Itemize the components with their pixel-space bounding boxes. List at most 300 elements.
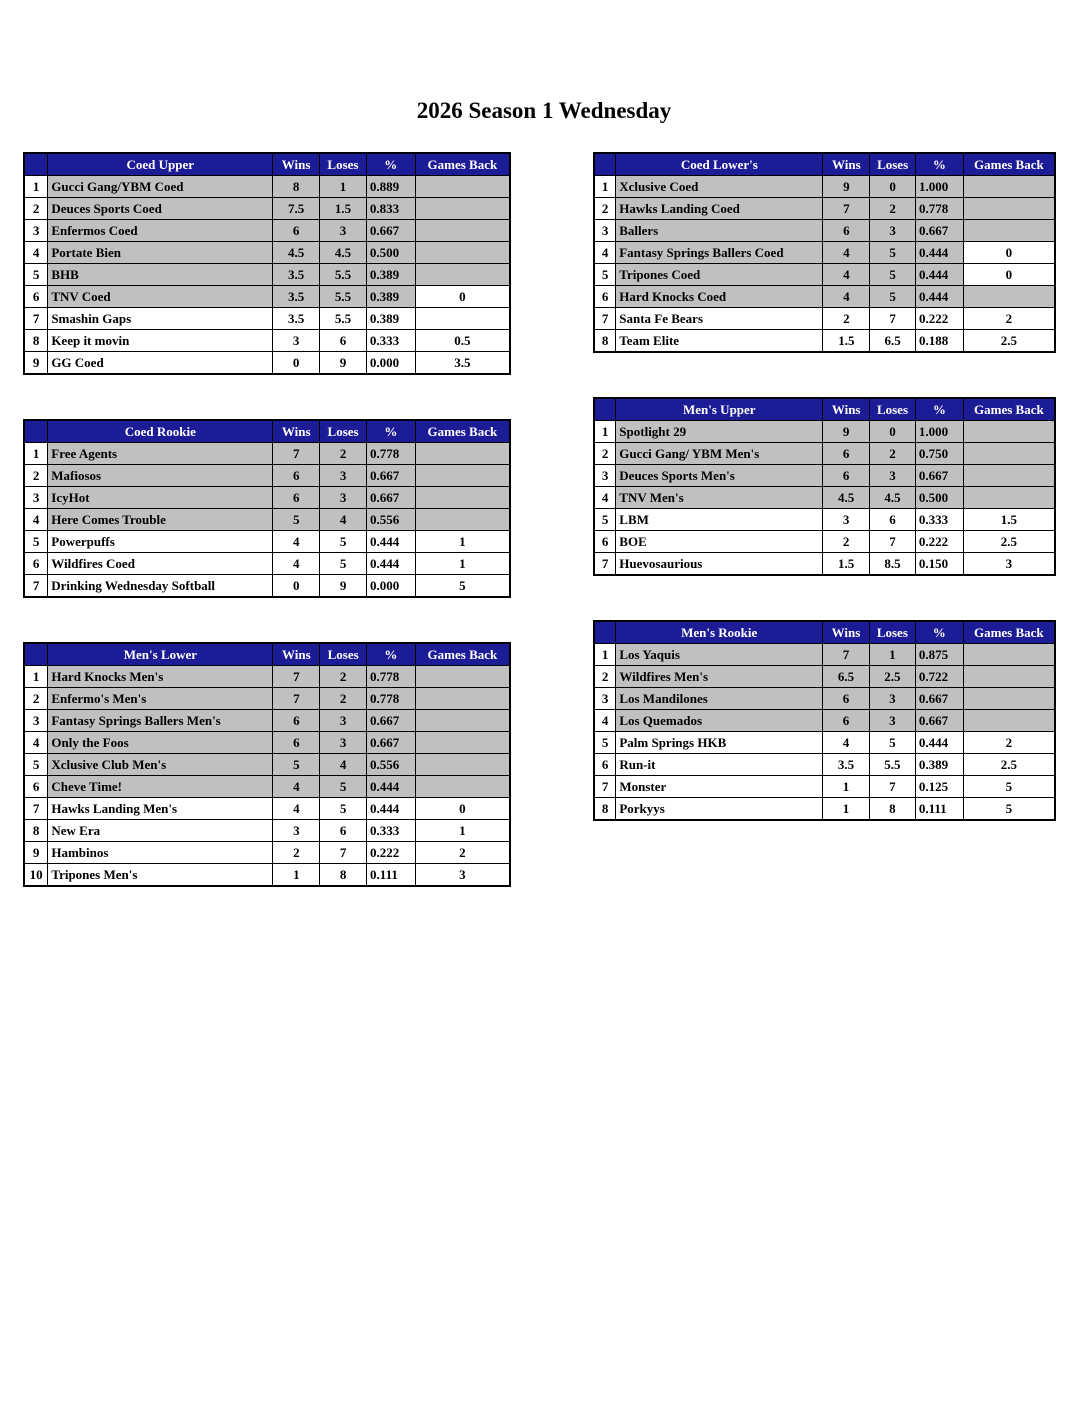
games-back-cell: 1.5 [963, 509, 1055, 531]
pct-cell: 0.833 [366, 198, 415, 220]
header-row [24, 153, 510, 176]
standings-table-mens-lower [23, 642, 511, 887]
rank-cell: 8 [24, 820, 48, 842]
wins-cell: 7 [273, 443, 320, 465]
team-row [594, 732, 1055, 754]
pct-cell: 0.667 [916, 220, 964, 242]
games-back-header: Games Back [415, 643, 510, 666]
loses-cell: 7 [870, 531, 916, 553]
wins-cell: 6 [273, 487, 320, 509]
rank-cell: 8 [594, 798, 616, 821]
loses-cell: 3 [320, 487, 367, 509]
loses-cell: 3 [870, 220, 916, 242]
team-name-cell: Only the Foos [48, 732, 273, 754]
games-back-cell: 2.5 [963, 531, 1055, 553]
games-back-cell [963, 644, 1055, 666]
loses-cell: 5 [320, 553, 367, 575]
rank-cell: 1 [594, 421, 616, 443]
rank-cell: 7 [594, 308, 616, 330]
games-back-header: Games Back [963, 398, 1055, 421]
team-row [24, 710, 510, 732]
team-name-cell: Team Elite [616, 330, 823, 353]
team-row [24, 220, 510, 242]
tables-layout [0, 152, 1088, 931]
wins-cell: 3 [823, 509, 870, 531]
rank-header [594, 153, 616, 176]
loses-cell: 2 [320, 688, 367, 710]
games-back-cell: 2 [415, 842, 510, 864]
pct-cell: 0.222 [915, 531, 963, 553]
pct-cell: 0.150 [915, 553, 963, 576]
games-back-cell: 3.5 [415, 352, 510, 375]
pct-cell: 0.667 [915, 710, 963, 732]
wins-cell: 1.5 [823, 330, 870, 353]
team-name-cell: Run-it [616, 754, 823, 776]
rank-cell: 3 [24, 487, 48, 509]
header-row [24, 643, 510, 666]
games-back-cell: 5 [963, 776, 1055, 798]
loses-cell: 5 [870, 286, 916, 308]
pct-cell: 0.444 [915, 732, 963, 754]
loses-cell: 3 [869, 688, 915, 710]
standings-table-coed-upper [23, 152, 511, 375]
wins-cell: 6.5 [823, 666, 870, 688]
wins-cell: 3 [273, 820, 320, 842]
loses-header: Loses [320, 153, 367, 176]
wins-cell: 2 [823, 531, 870, 553]
team-name-cell: Palm Springs HKB [616, 732, 823, 754]
pct-header: % [915, 621, 963, 644]
loses-cell: 3 [869, 710, 915, 732]
wins-cell: 7 [273, 688, 320, 710]
pct-cell: 0.556 [366, 509, 415, 531]
rank-cell: 10 [24, 864, 48, 887]
pct-header: % [367, 643, 416, 666]
rank-cell: 8 [24, 330, 48, 352]
team-row [594, 710, 1055, 732]
team-name-cell: IcyHot [48, 487, 273, 509]
wins-cell: 3.5 [273, 286, 320, 308]
rank-cell: 4 [24, 732, 48, 754]
wins-cell: 1 [823, 776, 870, 798]
rank-cell: 6 [594, 754, 616, 776]
wins-cell: 6 [273, 710, 320, 732]
loses-cell: 3 [320, 732, 367, 754]
team-row [24, 198, 510, 220]
pct-cell: 0.222 [916, 308, 964, 330]
header-row [594, 398, 1055, 421]
team-name-cell: TNV Coed [48, 286, 273, 308]
loses-cell: 4 [320, 754, 367, 776]
header-row [24, 420, 510, 443]
rank-cell: 9 [24, 842, 48, 864]
team-name-cell: Porkyys [616, 798, 823, 821]
pct-cell: 0.333 [366, 330, 415, 352]
loses-cell: 9 [320, 575, 367, 598]
team-name-cell: Keep it movin [48, 330, 273, 352]
pct-cell: 0.111 [915, 798, 963, 821]
games-back-cell [415, 754, 510, 776]
pct-cell: 0.667 [915, 465, 963, 487]
wins-cell: 3.5 [823, 754, 870, 776]
team-row [594, 465, 1055, 487]
rank-header [24, 153, 48, 176]
team-name-cell: Hambinos [48, 842, 273, 864]
standings-table-coed-rookie [23, 419, 511, 598]
wins-header: Wins [273, 420, 320, 443]
team-name-cell: Fantasy Springs Ballers Men's [48, 710, 273, 732]
rank-cell: 7 [24, 308, 48, 330]
pct-cell: 0.389 [366, 264, 415, 286]
games-back-cell [415, 242, 510, 264]
loses-header: Loses [320, 643, 367, 666]
games-back-header: Games Back [963, 153, 1055, 176]
loses-cell: 2 [320, 443, 367, 465]
pct-cell: 0.500 [915, 487, 963, 509]
team-name-cell: Gucci Gang/YBM Coed [48, 176, 273, 198]
games-back-cell: 2 [963, 732, 1055, 754]
loses-cell: 9 [320, 352, 367, 375]
games-back-cell [415, 176, 510, 198]
loses-cell: 4 [320, 509, 367, 531]
team-name-cell: New Era [48, 820, 273, 842]
team-name-cell: Fantasy Springs Ballers Coed [616, 242, 823, 264]
pct-cell: 0.667 [367, 710, 416, 732]
team-name-cell: Deuces Sports Coed [48, 198, 273, 220]
team-name-cell: Hawks Landing Coed [616, 198, 823, 220]
loses-cell: 4.5 [320, 242, 367, 264]
pct-cell: 0.556 [367, 754, 416, 776]
standings-table-coed-lowers [593, 152, 1056, 353]
loses-cell: 0 [870, 176, 916, 198]
wins-cell: 0 [273, 352, 320, 375]
team-name-cell: Gucci Gang/ YBM Men's [616, 443, 823, 465]
loses-cell: 7 [320, 842, 367, 864]
rank-cell: 3 [24, 710, 48, 732]
pct-cell: 0.222 [367, 842, 416, 864]
wins-header: Wins [823, 153, 870, 176]
team-row [594, 754, 1055, 776]
team-row [594, 220, 1055, 242]
team-row [594, 487, 1055, 509]
pct-cell: 0.389 [366, 308, 415, 330]
wins-cell: 4 [273, 798, 320, 820]
wins-cell: 2 [273, 842, 320, 864]
games-back-cell [963, 198, 1055, 220]
team-name-cell: Wildfires Men's [616, 666, 823, 688]
team-row [594, 443, 1055, 465]
wins-cell: 7 [823, 198, 870, 220]
games-back-cell [963, 286, 1055, 308]
pct-cell: 0.722 [915, 666, 963, 688]
team-row [24, 352, 510, 375]
wins-header: Wins [823, 621, 870, 644]
pct-header: % [916, 153, 964, 176]
games-back-cell [415, 487, 510, 509]
rank-cell: 4 [594, 710, 616, 732]
wins-cell: 4 [273, 553, 320, 575]
pct-cell: 0.444 [916, 264, 964, 286]
games-back-cell: 5 [415, 575, 510, 598]
team-name-cell: GG Coed [48, 352, 273, 375]
pct-cell: 0.667 [915, 688, 963, 710]
games-back-cell [963, 710, 1055, 732]
team-row [24, 286, 510, 308]
team-row [24, 443, 510, 465]
left-column [23, 152, 511, 931]
games-back-cell [415, 443, 510, 465]
rank-cell: 2 [594, 443, 616, 465]
games-back-cell: 0 [963, 242, 1055, 264]
games-back-cell: 0.5 [415, 330, 510, 352]
games-back-cell: 1 [415, 531, 510, 553]
pct-header: % [915, 398, 963, 421]
team-row [24, 798, 510, 820]
wins-cell: 4 [823, 264, 870, 286]
pct-cell: 0.444 [367, 798, 416, 820]
team-row [24, 264, 510, 286]
loses-cell: 2 [320, 666, 367, 688]
rank-cell: 6 [24, 776, 48, 798]
team-row [594, 308, 1055, 330]
loses-cell: 5 [869, 732, 915, 754]
team-name-cell: Monster [616, 776, 823, 798]
rank-cell: 6 [24, 553, 48, 575]
wins-cell: 4 [823, 242, 870, 264]
team-name-cell: Tripones Men's [48, 864, 273, 887]
pct-cell: 0.444 [916, 286, 964, 308]
header-row [594, 621, 1055, 644]
rank-cell: 5 [594, 509, 616, 531]
wins-cell: 6 [273, 220, 320, 242]
team-name-cell: Santa Fe Bears [616, 308, 823, 330]
wins-cell: 7 [273, 666, 320, 688]
rank-cell: 2 [24, 198, 48, 220]
team-row [594, 242, 1055, 264]
rank-cell: 1 [24, 176, 48, 198]
pct-cell: 0.444 [367, 776, 416, 798]
games-back-cell: 3 [963, 553, 1055, 576]
page-title: 2026 Season 1 Wednesday [416, 98, 672, 123]
loses-cell: 5 [870, 242, 916, 264]
team-row [594, 264, 1055, 286]
rank-cell: 7 [594, 553, 616, 576]
pct-cell: 0.500 [366, 242, 415, 264]
games-back-cell [963, 421, 1055, 443]
loses-cell: 7 [870, 308, 916, 330]
loses-cell: 1 [869, 644, 915, 666]
team-name-cell: Powerpuffs [48, 531, 273, 553]
rank-header [594, 398, 616, 421]
team-name-cell: Enfermo's Men's [48, 688, 273, 710]
loses-header: Loses [870, 153, 916, 176]
rank-cell: 2 [24, 688, 48, 710]
loses-cell: 5.5 [320, 308, 367, 330]
team-name-cell: Wildfires Coed [48, 553, 273, 575]
wins-cell: 6 [823, 443, 870, 465]
wins-cell: 6 [823, 710, 870, 732]
wins-cell: 2 [823, 308, 870, 330]
team-row [24, 553, 510, 575]
pct-header: % [366, 153, 415, 176]
pct-cell: 0.778 [367, 666, 416, 688]
games-back-cell: 5 [963, 798, 1055, 821]
games-back-cell [415, 198, 510, 220]
pct-cell: 1.000 [916, 176, 964, 198]
rank-cell: 4 [24, 509, 48, 531]
team-name-cell: Xclusive Club Men's [48, 754, 273, 776]
pct-cell: 0.444 [366, 531, 415, 553]
team-row [594, 644, 1055, 666]
team-name-cell: Mafiosos [48, 465, 273, 487]
team-row [24, 864, 510, 887]
games-back-cell: 3 [415, 864, 510, 887]
team-name-cell: BHB [48, 264, 273, 286]
rank-cell: 3 [594, 465, 616, 487]
loses-cell: 2.5 [869, 666, 915, 688]
team-row [24, 242, 510, 264]
rank-cell: 5 [594, 732, 616, 754]
team-row [594, 421, 1055, 443]
table-title: Coed Upper [48, 153, 273, 176]
team-name-cell: Enfermos Coed [48, 220, 273, 242]
team-name-cell: Hard Knocks Men's [48, 666, 273, 688]
table-title: Men's Lower [48, 643, 273, 666]
wins-cell: 7 [823, 644, 870, 666]
loses-cell: 0 [870, 421, 916, 443]
rank-cell: 4 [594, 487, 616, 509]
loses-cell: 1.5 [320, 198, 367, 220]
wins-cell: 9 [823, 176, 870, 198]
wins-cell: 5 [273, 754, 320, 776]
team-row [24, 531, 510, 553]
team-row [24, 465, 510, 487]
rank-header [24, 420, 48, 443]
team-row [24, 509, 510, 531]
pct-cell: 0.875 [915, 644, 963, 666]
rank-cell: 1 [594, 644, 616, 666]
wins-cell: 1 [823, 798, 870, 821]
team-row [24, 820, 510, 842]
team-name-cell: Los Quemados [616, 710, 823, 732]
team-row [594, 176, 1055, 198]
loses-cell: 5 [320, 776, 367, 798]
rank-cell: 1 [24, 443, 48, 465]
wins-cell: 8 [273, 176, 320, 198]
team-name-cell: Portate Bien [48, 242, 273, 264]
team-row [24, 330, 510, 352]
pct-cell: 0.889 [366, 176, 415, 198]
pct-cell: 0.125 [915, 776, 963, 798]
pct-cell: 0.750 [915, 443, 963, 465]
pct-cell: 0.444 [916, 242, 964, 264]
loses-cell: 3 [320, 220, 367, 242]
wins-cell: 3 [273, 330, 320, 352]
games-back-cell: 2.5 [963, 754, 1055, 776]
wins-cell: 1 [273, 864, 320, 887]
team-name-cell: Spotlight 29 [616, 421, 823, 443]
pct-cell: 0.111 [367, 864, 416, 887]
team-row [24, 754, 510, 776]
loses-cell: 6 [870, 509, 916, 531]
team-name-cell: BOE [616, 531, 823, 553]
loses-cell: 8 [320, 864, 367, 887]
rank-cell: 6 [594, 286, 616, 308]
pct-cell: 1.000 [915, 421, 963, 443]
team-name-cell: Deuces Sports Men's [616, 465, 823, 487]
team-name-cell: Los Yaquis [616, 644, 823, 666]
pct-cell: 0.000 [366, 575, 415, 598]
team-name-cell: Huevosaurious [616, 553, 823, 576]
loses-cell: 8 [869, 798, 915, 821]
table-title: Men's Upper [616, 398, 823, 421]
pct-header: % [366, 420, 415, 443]
wins-cell: 9 [823, 421, 870, 443]
rank-cell: 5 [24, 754, 48, 776]
rank-cell: 4 [594, 242, 616, 264]
rank-cell: 3 [24, 220, 48, 242]
loses-cell: 5.5 [320, 286, 367, 308]
games-back-cell [415, 220, 510, 242]
games-back-cell [415, 776, 510, 798]
team-row [594, 531, 1055, 553]
wins-cell: 1.5 [823, 553, 870, 576]
team-name-cell: Los Mandilones [616, 688, 823, 710]
games-back-cell [415, 264, 510, 286]
team-row [24, 688, 510, 710]
team-row [24, 732, 510, 754]
games-back-cell [963, 465, 1055, 487]
team-name-cell: Hard Knocks Coed [616, 286, 823, 308]
loses-header: Loses [869, 621, 915, 644]
rank-header [594, 621, 616, 644]
games-back-cell [415, 732, 510, 754]
games-back-header: Games Back [415, 420, 510, 443]
team-row [24, 776, 510, 798]
rank-header [24, 643, 48, 666]
wins-cell: 5 [273, 509, 320, 531]
team-name-cell: Ballers [616, 220, 823, 242]
loses-header: Loses [870, 398, 916, 421]
rank-cell: 5 [594, 264, 616, 286]
wins-cell: 4 [273, 776, 320, 798]
games-back-cell: 0 [415, 798, 510, 820]
pct-cell: 0.444 [366, 553, 415, 575]
games-back-header: Games Back [963, 621, 1055, 644]
loses-cell: 4.5 [870, 487, 916, 509]
pct-cell: 0.667 [366, 465, 415, 487]
loses-cell: 6 [320, 820, 367, 842]
wins-cell: 3.5 [273, 264, 320, 286]
games-back-cell: 2 [963, 308, 1055, 330]
loses-header: Loses [320, 420, 367, 443]
pct-cell: 0.667 [366, 487, 415, 509]
wins-cell: 4.5 [823, 487, 870, 509]
loses-cell: 2 [870, 198, 916, 220]
wins-cell: 4 [823, 286, 870, 308]
rank-cell: 5 [24, 264, 48, 286]
games-back-cell: 1 [415, 820, 510, 842]
team-name-cell: Hawks Landing Men's [48, 798, 273, 820]
rank-cell: 2 [24, 465, 48, 487]
team-name-cell: Free Agents [48, 443, 273, 465]
team-row [594, 198, 1055, 220]
team-row [24, 487, 510, 509]
team-row [24, 176, 510, 198]
games-back-cell: 0 [963, 264, 1055, 286]
wins-cell: 3.5 [273, 308, 320, 330]
team-name-cell: Xclusive Coed [616, 176, 823, 198]
